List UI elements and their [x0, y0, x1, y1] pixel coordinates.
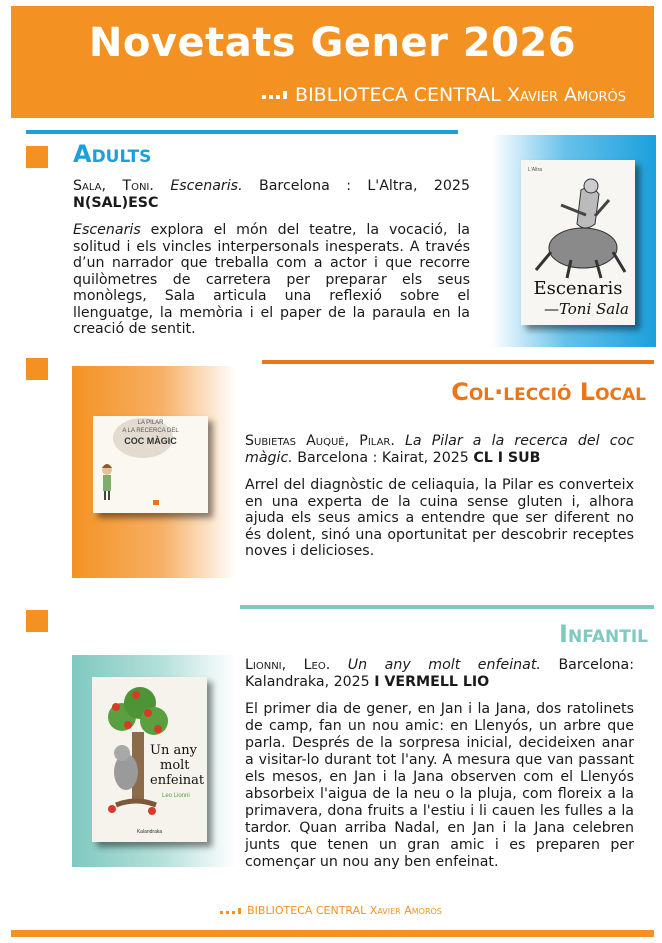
infantil-square-marker: [26, 610, 48, 632]
infantil-citation: [245, 657, 634, 690]
footer-bar: [11, 930, 654, 937]
adults-section-title: Adults: [73, 140, 152, 168]
infantil-cover-title-line1: Un any: [150, 743, 197, 758]
adults-cover-publisher: L'Altra: [528, 167, 543, 173]
local-author: Subietas Auqué, Pilar.: [245, 433, 395, 449]
footer-library-part-1: BIBLIOTECA CENTRAL: [247, 904, 370, 917]
local-cover-line1: LA PILAR: [137, 420, 164, 426]
header-library-name: [262, 84, 626, 106]
local-imprint: Barcelona : Kairat, 2025: [297, 449, 469, 466]
adults-divider: [26, 130, 458, 134]
footer-library-part-2: Xavier Amorós: [369, 904, 442, 917]
infantil-divider: [240, 605, 654, 609]
footer-library-name: [0, 904, 662, 917]
local-section-title: Col·lecció Local: [451, 378, 646, 406]
infantil-book-title: Un any molt enfeinat.: [347, 657, 541, 673]
infantil-section-title: Infantil: [559, 620, 648, 648]
adults-summary: [73, 222, 470, 338]
local-cover-line3: COC MÀGIC: [124, 436, 177, 446]
local-book-cover: [93, 416, 208, 513]
infantil-book-cover: [92, 677, 207, 842]
library-name-text: [295, 84, 626, 106]
library-name-part-2: Xavier Amorós: [506, 84, 626, 106]
local-book-title: La Pilar a la recerca del coc màgic.: [245, 433, 634, 466]
infantil-cover-title-line2: molt: [160, 758, 190, 773]
infantil-summary: El primer dia de gener, en Jan i la Jana, dos ratolinets de camp, fan un nou amic: en Llenyós, un arbre que parla. Després de la sorpresa inicial, decideixen anar a visitar-lo durant tot l'any. A mesura que van passant els mesos, en Jan i la Jana observen com el Llenyós absorbeix l'aigua de la neu o la pluja, com floreix a la primavera, dona fruits a l'estiu i li cauen les fulles a la tardor. Quan arriba Nadal, en Jan i la Jana celebren junts que tenen un gran amic i es preparen per començar un nou any ben enfeinat.: [245, 701, 634, 870]
local-divider: [262, 360, 654, 364]
adults-square-marker: [26, 146, 48, 168]
header-banner: [11, 6, 654, 118]
infantil-author: Lionni, Leo.: [245, 657, 331, 673]
infantil-imprint: Barcelona: Kalandraka, 2025: [245, 657, 635, 690]
adults-book-cover: [521, 160, 635, 325]
adults-call-number: N(SAL)ESC: [73, 194, 159, 211]
adults-cover-author: —Toni Sala: [543, 300, 629, 318]
local-cover-girl-illustration: [93, 416, 208, 513]
local-citation: [245, 433, 634, 466]
page-title: Novetats Gener 2026: [88, 20, 577, 66]
adults-book-title: Escenaris.: [170, 178, 243, 194]
local-call-number: CL I SUB: [473, 449, 541, 466]
adults-citation: [73, 178, 470, 211]
footer-library-logo-icon: [220, 908, 241, 914]
adults-cover-title: Escenaris: [533, 278, 623, 299]
library-logo-icon: [262, 91, 287, 99]
adults-summary-text: explora el món del teatre, la vocació, la solitud i els vincles interpersonals inesperats. A través d’un narrador que treballa com a actor i que recorre quilòmetres de carretera per preparar els seus monòlegs, Sala articula una reflexió sobre el llenguatge, la memòria i el paper de la paraula en la creació de sentit.: [73, 222, 470, 337]
infantil-cover-title-line3: enfeinat: [150, 773, 205, 788]
local-cover-line2: A LA RECERCA DEL: [122, 428, 179, 434]
adults-imprint: Barcelona : L'Altra, 2025: [259, 178, 470, 194]
adults-summary-lead: Escenaris: [73, 222, 141, 238]
local-square-marker: [26, 358, 48, 380]
infantil-cover-title: [150, 743, 204, 788]
footer-library-text: [247, 904, 442, 917]
infantil-cover-author: Leo Lionni: [162, 793, 190, 799]
local-summary: Arrel del diagnòstic de celiaquia, la Pilar es converteix en una experta de la cuina sense gluten i, alhora ajuda els seus amics a entendre que ser diferent no és dolent, sinó una oportunitat per descobrir receptes noves i delicioses.: [245, 477, 634, 559]
adults-author: Sala, Toni.: [73, 178, 154, 194]
library-name-part-1: BIBLIOTECA CENTRAL: [295, 84, 507, 106]
infantil-cover-publisher: Kalandraka: [136, 829, 163, 835]
infantil-call-number: I VERMELL LIO: [374, 673, 490, 690]
